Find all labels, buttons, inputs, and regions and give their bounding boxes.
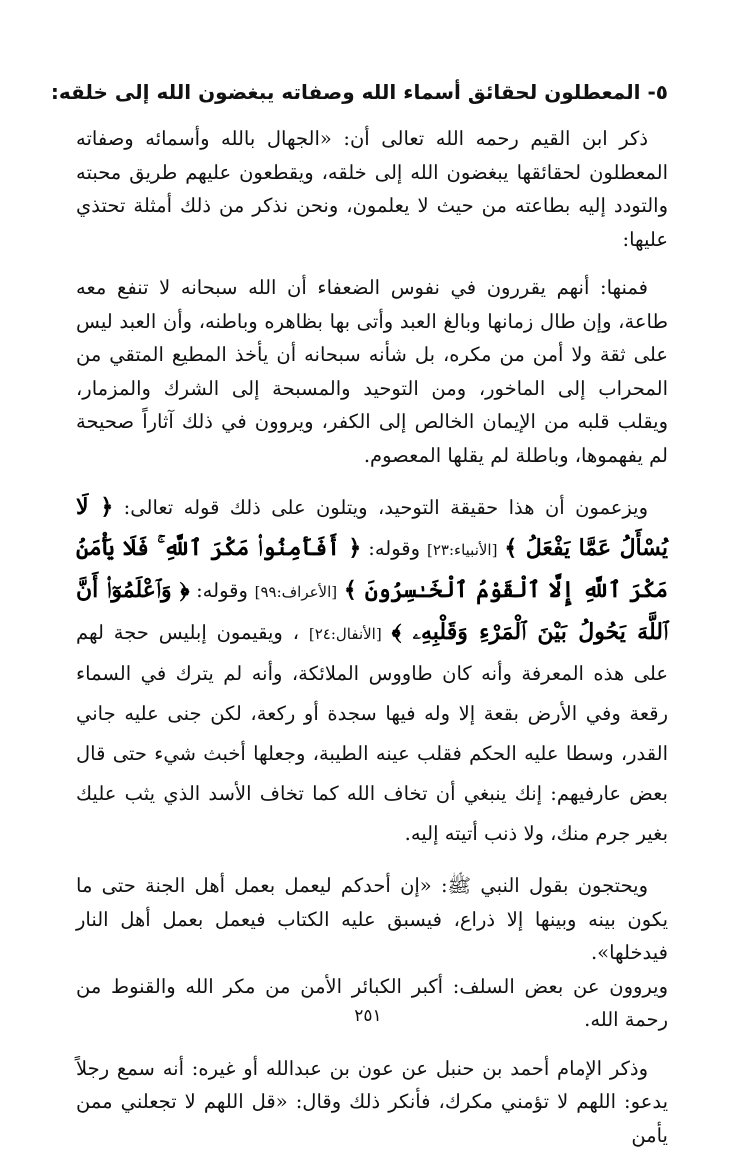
paragraph-salaf-saying: ويروون عن بعض السلف: أكبر الكبائر الأمن من مكر الله والقنوط من رحمة الله. [76,970,668,1037]
quran-verse: ﴿ وَٱعْلَمُوٓا۟ أَنَّ ٱللَّهَ يَحُولُ بَيْنَ ٱلْمَرْءِ وَقَلْبِهِۦ ﴾ [76,577,668,645]
paragraph-hadith [76,869,668,970]
section-heading: ٥- المعطلون لحقائق أسماء الله وصفاته يبغضون الله إلى خلقه: [76,76,668,108]
text-segment: ، ويقيمون إبليس حجة لهم على هذه المعرفة وأنه كان طاووس الملائكة، وأنه لم يترك في السماء رقعة وفي الأرض بقعة إلا وله فيها سجدة أو ركعة، لكن جنى عليه جاني القدر، وسطا عليه الحكم فقلب عينه الطيبة، وجعلها أخبث شيء حتى قال بعض عارفيهم: إنك ينبغي أن تخاف الله كما تخاف الأسد الذي يثب عليك بغير جرم منك، ولا ذنب أتيته إليه. [76,621,668,845]
text-segment: وقوله: [361,537,420,560]
verse-reference: [الأنفال:٢٤] [309,625,382,643]
text-segment: ويزعمون أن هذا حقيقة التوحيد، ويتلون على ذلك قوله تعالى: [113,496,648,519]
quran-verse: ﴿ لَا يُسْأَلُ عَمَّا يَفْعَلُ ﴾ [76,494,668,561]
text-segment: وقوله: [189,579,247,602]
paragraph-quran-citations [76,487,668,854]
paragraph-imam-ahmad: وذكر الإمام أحمد بن حنبل عن عون بن عبدالله أو غيره: أنه سمع رجلاً يدعو: اللهم لا تؤمني مكرك، فأنكر ذلك وقال: «قل اللهم لا تجعلني ممن يأمن [76,1052,668,1152]
verse-reference: [الأنبياء:٢٣] [427,541,497,559]
page-number: ٢٥١ [0,1006,736,1026]
verse-reference: [الأعراف:٩٩] [255,583,338,601]
hadith-text: ويحتجون بقول النبي ﷺ: «إن أحدكم ليعمل بعمل أهل الجنة حتى ما يكون بينه وبينها إلا ذراع، فيسبق عليه الكتاب فيعمل بعمل أهل النار فيدخلها». [76,874,668,964]
paragraph-intro: ذكر ابن القيم رحمه الله تعالى أن: «الجهال بالله وأسمائه وصفاته المعطلون لحقائقها يبغضون الله إلى خلقه، ويقطعون عليهم طريق محبته والتودد إليه بطاعته من حيث لا يعلمون، ونحن نذكر من ذلك أمثلة تحتذي عليها: [76,122,668,256]
paragraph-examples: فمنها: أنهم يقررون في نفوس الضعفاء أن الله سبحانه لا تنفع معه طاعة، وإن طال زمانها وبالغ العبد وأتى بها بظاهره وباطنه، وأن العبد ليس على ثقة ولا أمن من مكره، بل شأنه سبحانه أن يأخذ المطيع المتقي من المحراب إلى الماخور، ومن التوحيد والمسبحة إلى الشرك والمزمار، ويقلب قلبه من الإيمان الخالص إلى الكفر، ويروون في ذلك آثاراً صحيحة لم يفهموها، وباطلة لم يقلها المعصوم. [76,271,668,472]
quran-verse: ﴿ أَفَأَمِنُوا۟ مَكْرَ ٱللَّهِ ۚ فَلَا يَأْمَنُ مَكْرَ ٱللَّهِ إِلَّا ٱلْقَوْمُ ٱلْخَـٰسِرُونَ ﴾ [76,535,668,603]
